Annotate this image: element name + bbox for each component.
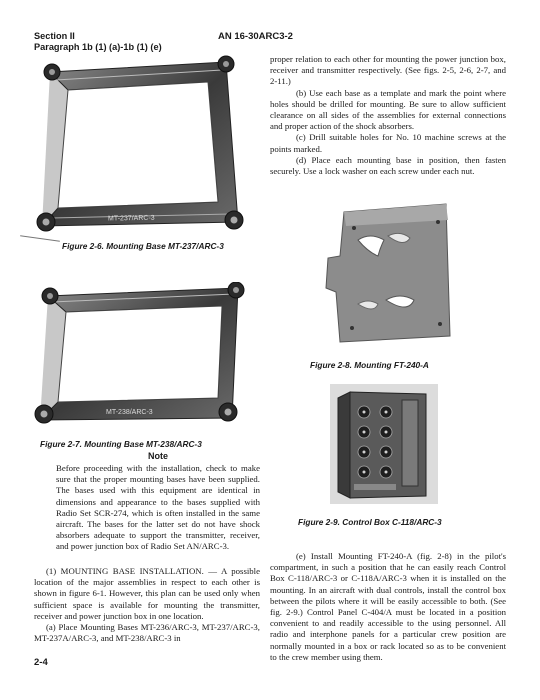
note-text: Before proceeding with the installation, check to make sure that the proper mounting bases have been supplied. The bases used with this equipment are identical in dimensions and appearance to the bases supplied with Radio Set SCR-274, which is often installed in the same aircraft. The bases for the latter set do not have shock absorbers adequate to support the transmitter, receiver, and power junction box of Radio Set AN/ARC-3. xyxy=(56,463,260,552)
step-b-paragraph: (b) Use each base as a template and mark the point where holes should be drilled for mounting. Be sure to allow sufficient clearance on all sides of the assemblies for external connections and proper action of the shock absorbers. xyxy=(270,87,506,132)
fig-2-7-plate-text: MT-238/ARC-3 xyxy=(106,409,153,416)
page-number: 2-4 xyxy=(34,657,48,668)
right-column-top-text xyxy=(270,54,506,177)
right-column-bottom-text xyxy=(270,551,506,663)
figure-2-7-caption: Figure 2-7. Mounting Base MT-238/ARC-3 xyxy=(40,439,202,449)
figure-2-7-photo xyxy=(28,282,250,432)
note-body xyxy=(56,463,260,553)
fig-2-6-plate-text: MT-237/ARC-3 xyxy=(107,214,155,223)
figure-2-6-caption: Figure 2-6. Mounting Base MT-237/ARC-3 xyxy=(62,241,224,251)
step-a-continued: proper relation to each other for mounting the power junction box, receiver and transmitter respectively. (See figs. 2-5, 2-6, 2-7, and 2-11.) xyxy=(270,54,506,87)
note-title: Note xyxy=(148,451,168,461)
step-e-paragraph: (e) Install Mounting FT-240-A (fig. 2-8) in the pilot's compartment, in such a position that he can easily reach Control Box C-118/ARC-3 or C-118A/ARC-3 when it is installed on the mounting. In an aircraft with dual controls, install the control box between the pilots where it will be easily accessible to both. (See fig. 2-9.) Control Panel C-404/A must be located in a position convenient to and readily accessible to the using personnel. All radio and interphone panels for a particular crew position are normally mounted in a box or rack located so as to be convenient to the crew member using them. xyxy=(270,551,506,662)
document-id: AN 16-30ARC3-2 xyxy=(218,31,293,42)
mounting-base-installation-paragraph: (1) MOUNTING BASE INSTALLATION. — A possible location of the major assemblies in respect to each other is shown in figure 6-1. However, this plan can be used only when sufficient space is available for mounting the transmitter, receiver and power junction box in one location. xyxy=(34,566,260,621)
figure-2-9-photo xyxy=(330,384,438,504)
figure-2-8-photo xyxy=(318,200,458,348)
section-label: Section II xyxy=(34,31,75,41)
step-d-paragraph: (d) Place each mounting base in position, then fasten securely. Use a lock washer on each screw under each nut. xyxy=(270,154,506,177)
left-column-text xyxy=(34,566,260,644)
figure-2-6-photo xyxy=(28,50,250,240)
figure-2-9-caption: Figure 2-9. Control Box C-118/ARC-3 xyxy=(298,517,442,527)
figure-2-8-caption: Figure 2-8. Mounting FT-240-A xyxy=(310,360,429,370)
step-c-paragraph: (c) Drill suitable holes for No. 10 machine screws at the points marked. xyxy=(270,132,506,154)
paragraph-label: Paragraph 1b (1) (a)-1b (1) (e) xyxy=(34,42,162,52)
step-a-paragraph: (a) Place Mounting Bases MT-236/ARC-3, MT-237/ARC-3, MT-237A/ARC-3, and MT-238/ARC-3 in xyxy=(34,622,260,644)
